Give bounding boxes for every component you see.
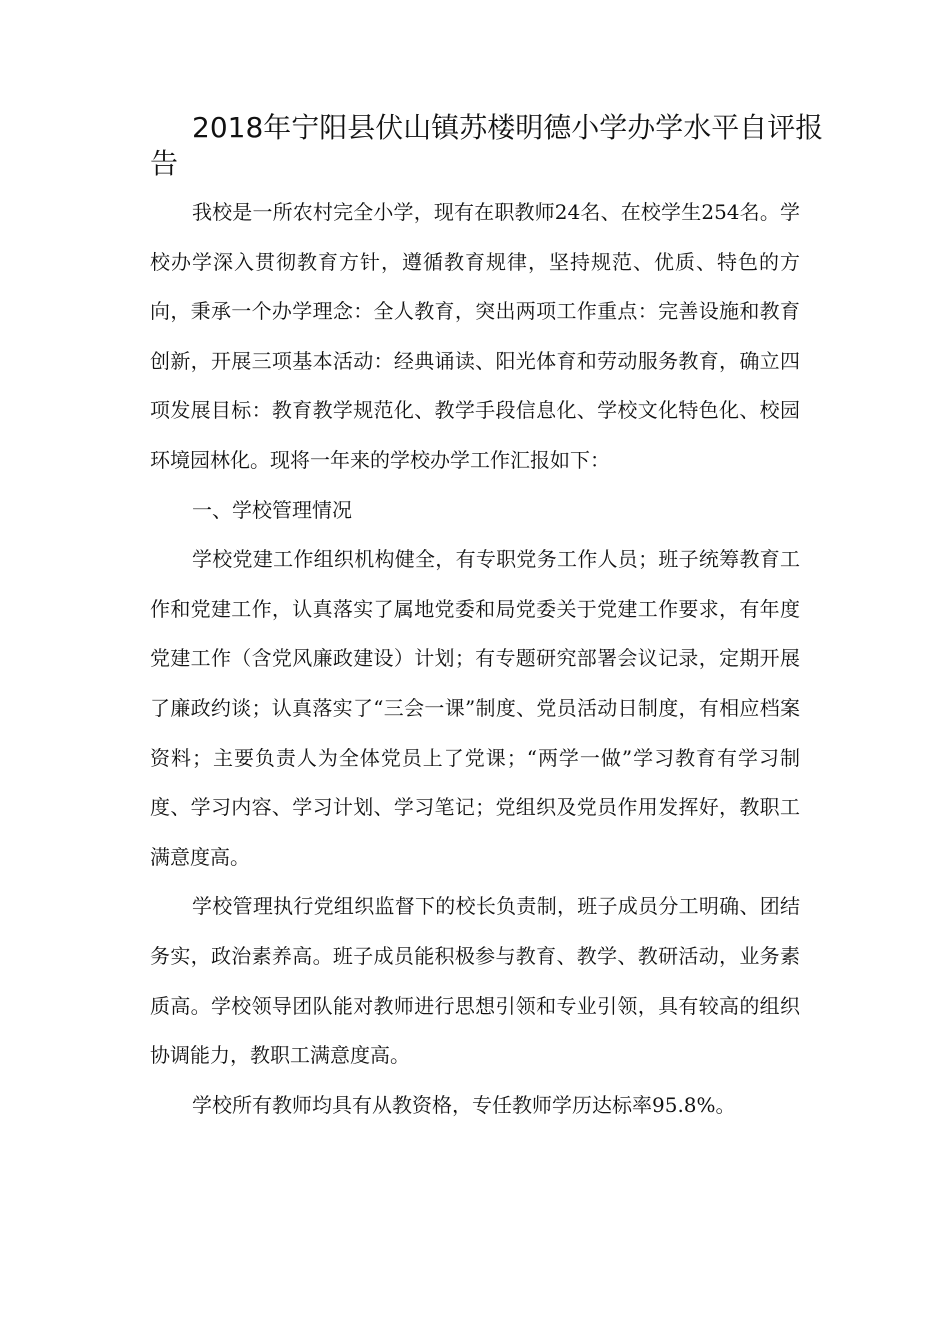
paragraph-intro: 我校是一所农村完全小学，现有在职教师24名、在校学生254名。学校办学深入贯彻教育方针，遵循教育规律，坚持规范、优质、特色的方向，秉承一个办学理念：全人教育，突出两项工作重点：完善设施和教育创新，开展三项基本活动：经典诵读、阳光体育和劳动服务教育，确立四项发展目标：教育教学规范化、教学手段信息化、学校文化特色化、校园环境园林化。现将一年来的学校办学工作汇报如下： bbox=[150, 200, 800, 472]
paragraph-party-building: 学校党建工作组织机构健全，有专职党务工作人员；班子统筹教育工作和党建工作，认真落实了属地党委和局党委关于党建工作要求，有年度党建工作（含党风廉政建设）计划；有专题研究部署会议记录，定期开展了廉政约谈；认真落实了“三会一课”制度、党员活动日制度，有相应档案资料；主要负责人为全体党员上了党课；“两学一做”学习教育有学习制度、学习内容、学习计划、学习笔记；党组织及党员作用发挥好，教职工满意度高。 bbox=[150, 547, 800, 869]
document-body bbox=[150, 188, 800, 1130]
paragraph-teacher-qualification: 学校所有教师均具有从教资格，专任教师学历达标率95.8%。 bbox=[192, 1092, 736, 1117]
document-title: 2018年宁阳县伏山镇苏楼明德小学办学水平自评报告 bbox=[150, 111, 824, 180]
section-heading-management: 一、学校管理情况 bbox=[192, 497, 352, 522]
paragraph-leadership: 学校管理执行党组织监督下的校长负责制，班子成员分工明确、团结务实，政治素养高。班子成员能积极参与教育、教学、教研活动，业务素质高。学校领导团队能对教师进行思想引领和专业引领，具有较高的组织协调能力，教职工满意度高。 bbox=[150, 894, 800, 1068]
